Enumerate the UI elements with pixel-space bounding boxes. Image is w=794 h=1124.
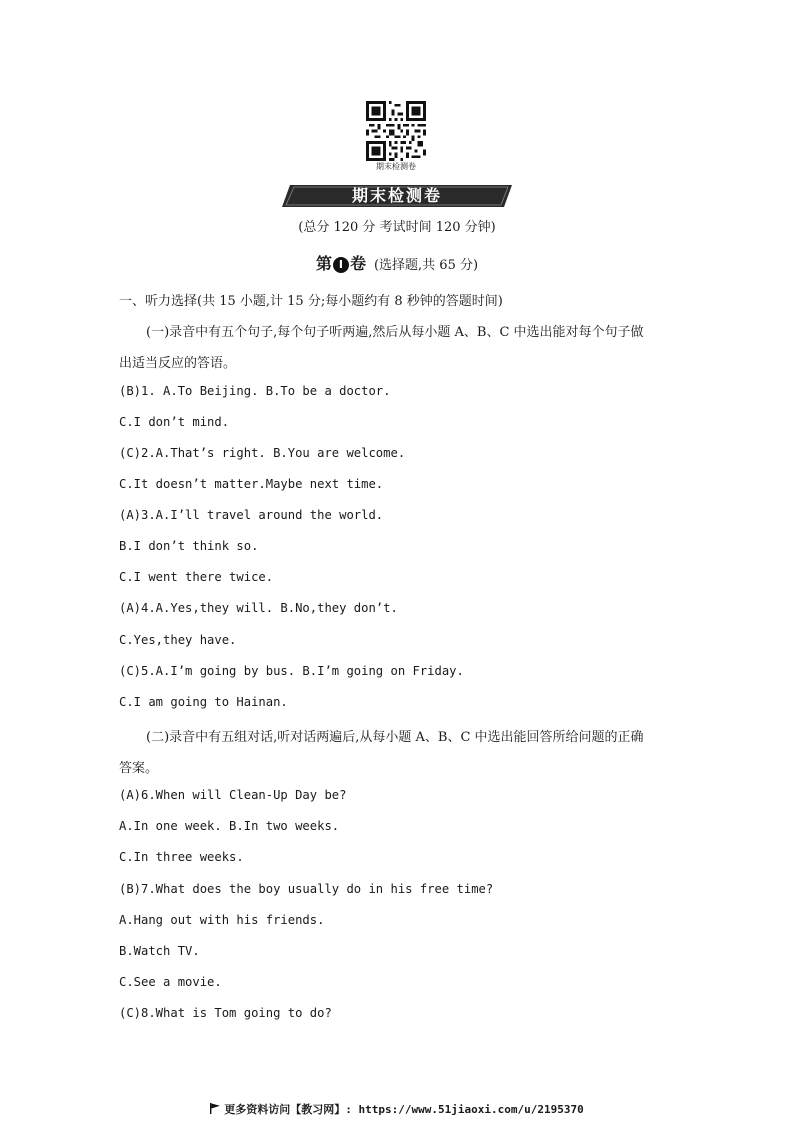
question-6-line-1: (A)6.When will Clean-Up Day be? bbox=[119, 788, 347, 802]
exam-subtitle: (总分 120 分 考试时间 120 分钟) bbox=[298, 220, 496, 235]
exam-title: 期末检测卷 bbox=[351, 186, 442, 205]
exam-title-banner bbox=[282, 185, 512, 207]
question-5-line-2: C.I am going to Hainan. bbox=[119, 695, 288, 709]
volume-note: (选择题,共 65 分) bbox=[373, 258, 479, 273]
question-8-line-1: (C)8.What is Tom going to do? bbox=[119, 1006, 332, 1020]
question-7-line-2: A.Hang out with his friends. bbox=[119, 913, 325, 927]
question-1-line-2: C.I don’t mind. bbox=[119, 415, 230, 429]
footer-link[interactable]: 更多资料访问【教习网】: https://www.51jiaoxi.com/u/2195370 bbox=[224, 1103, 584, 1116]
question-1-line-1: (B)1. A.To Beijing. B.To be a doctor. bbox=[119, 384, 391, 398]
volume-heading bbox=[0, 251, 794, 274]
question-6-line-2: A.In one week. B.In two weeks. bbox=[119, 819, 340, 833]
question-6-line-3: C.In three weeks. bbox=[119, 850, 244, 864]
volume-numeral: Ⅰ bbox=[333, 257, 349, 273]
volume-suffix: 卷 bbox=[349, 254, 366, 273]
question-2-line-1: (C)2.A.That’s right. B.You are welcome. bbox=[119, 446, 406, 460]
section-title: 一、听力选择(共 15 小题,计 15 分;每小题约有 8 秒钟的答题时间) bbox=[119, 294, 503, 309]
qr-caption: 期末检测卷 bbox=[376, 162, 416, 171]
question-3-line-2: B.I don’t think so. bbox=[119, 539, 259, 553]
question-5-line-1: (C)5.A.I’m going by bus. B.I’m going on Friday. bbox=[119, 664, 464, 678]
question-3-line-3: C.I went there twice. bbox=[119, 570, 274, 584]
part-one-instructions-line-1: (一)录音中有五个句子,每个句子听两遍,然后从每小题 A、B、C 中选出能对每个句子做 bbox=[146, 325, 644, 340]
part-two-instructions-line-1: (二)录音中有五组对话,听对话两遍后,从每小题 A、B、C 中选出能回答所给问题的正确 bbox=[146, 730, 644, 745]
question-7-line-1: (B)7.What does the boy usually do in his free time? bbox=[119, 882, 494, 896]
flag-icon bbox=[210, 1103, 220, 1114]
footer bbox=[0, 1101, 794, 1117]
volume-prefix: 第 bbox=[315, 254, 332, 273]
question-4-line-1: (A)4.A.Yes,they will. B.No,they don’t. bbox=[119, 601, 398, 615]
question-3-line-1: (A)3.A.I’ll travel around the world. bbox=[119, 508, 384, 522]
question-2-line-2: C.It doesn’t matter.Maybe next time. bbox=[119, 477, 384, 491]
question-7-line-4: C.See a movie. bbox=[119, 975, 222, 989]
question-7-line-3: B.Watch TV. bbox=[119, 944, 200, 958]
part-two-instructions-line-2: 答案。 bbox=[119, 761, 159, 776]
part-one-instructions-line-2: 出适当反应的答语。 bbox=[119, 356, 237, 371]
qr-code bbox=[366, 101, 426, 161]
question-4-line-2: C.Yes,they have. bbox=[119, 633, 237, 647]
